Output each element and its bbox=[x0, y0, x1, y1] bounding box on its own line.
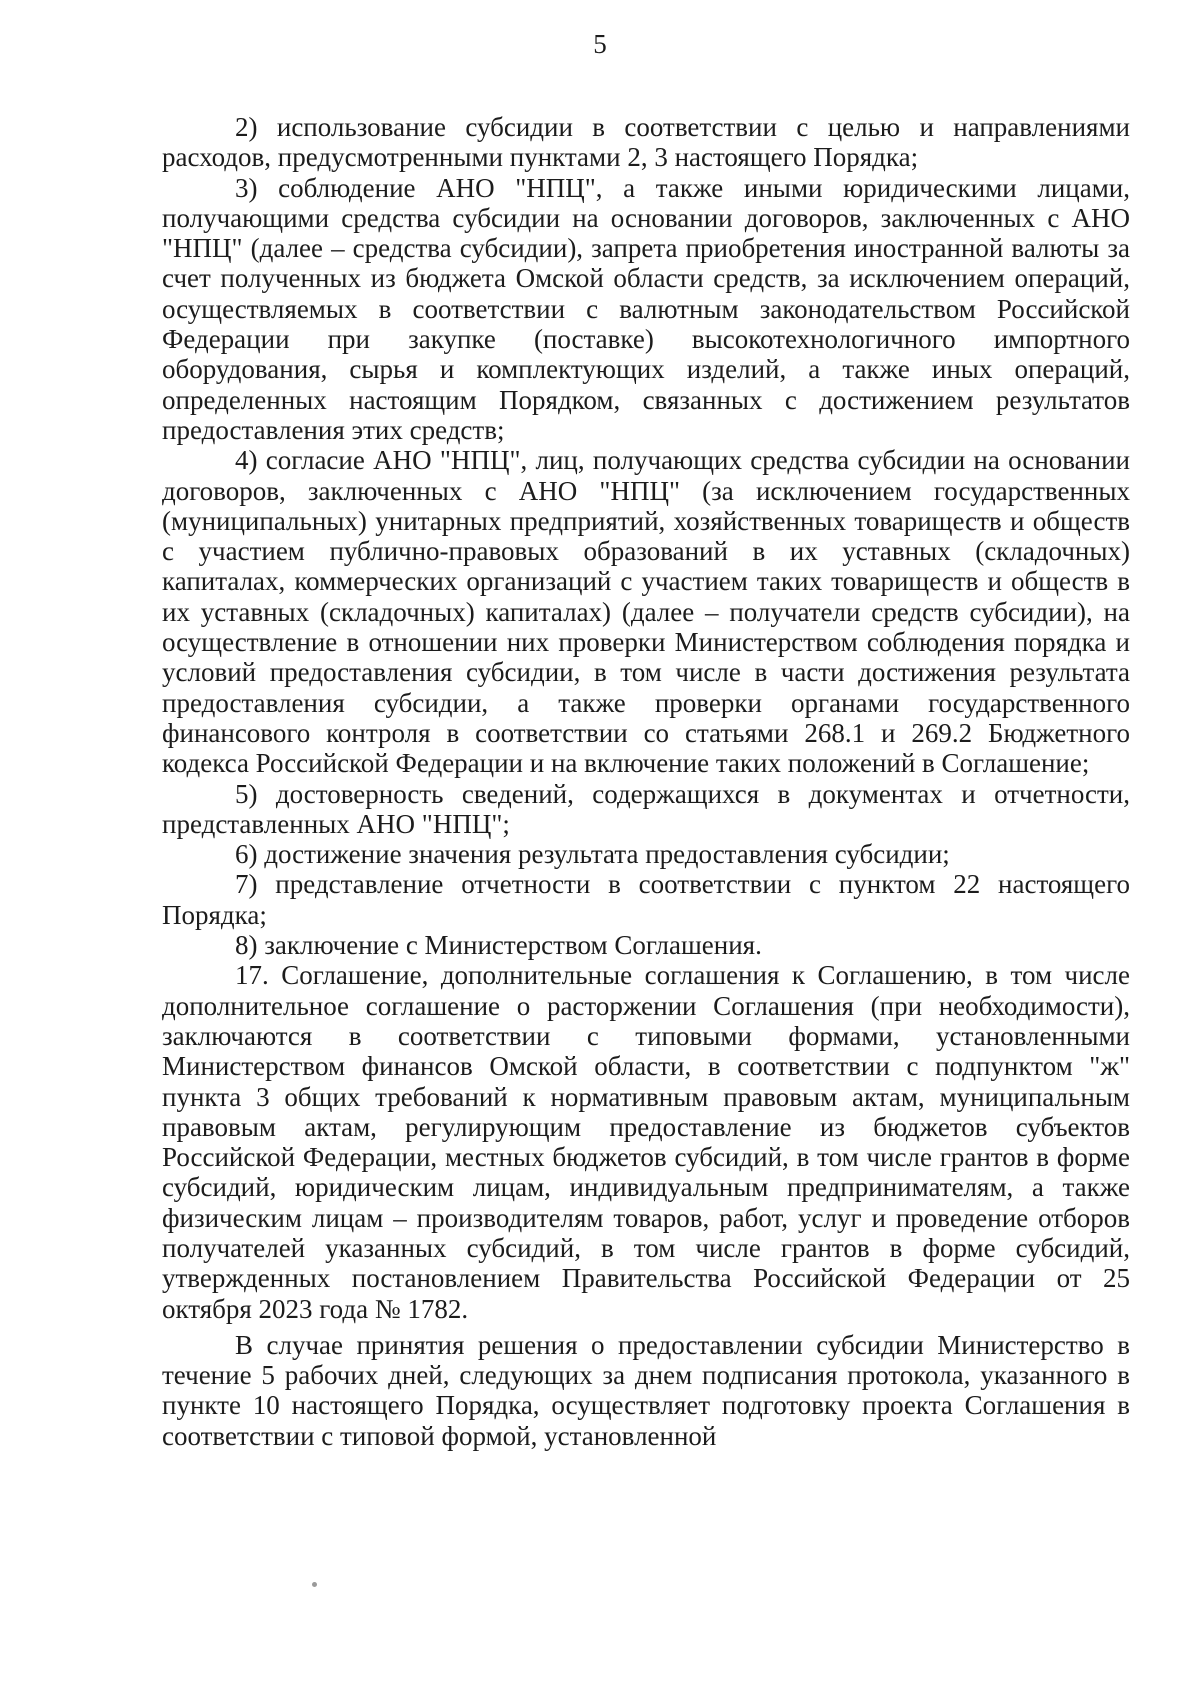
decision-paragraph: В случае принятия решения о предоставлении субсидии Министерство в течение 5 рабочих дней, следующих за днем подписания протокола, указанного в пункте 10 настоящего Порядка, осуществляет подготовку проекта Соглашения в соответствии с типовой формой, установленной bbox=[162, 1329, 1130, 1451]
list-item-7-paragraph: 7) представление отчетности в соответствии с пунктом 22 настоящего Порядка; bbox=[162, 869, 1130, 930]
scan-speck bbox=[312, 1582, 317, 1587]
list-item-8-paragraph: 8) заключение с Министерством Соглашения. bbox=[235, 930, 762, 961]
list-item-6-paragraph: 6) достижение значения результата предоставления субсидии; bbox=[235, 839, 950, 870]
list-item-4-paragraph: 4) согласие АНО "НПЦ", лиц, получающих средства субсидии на основании договоров, заключенных с АНО "НПЦ" (за исключением государственных (муниципальных) унитарных предприятий, хозяйственных товариществ и обществ с участием публично-правовых образований в их уставных (складочных) капиталах, коммерческих организаций с участием таких товариществ и обществ в их уставных (складочных) капиталах) (далее – получатели средств субсидии), на осуществление в отношении них проверки Министерством соблюдения порядка и условий предоставления субсидии, в том числе в части достижения результата предоставления субсидии, а также проверки органами государственного финансового контроля в соответствии со статьями 268.1 и 269.2 Бюджетного кодекса Российской Федерации и на включение таких положений в Соглашение; bbox=[162, 445, 1130, 779]
page-number: 5 bbox=[593, 29, 607, 59]
list-item-2-paragraph: 2) использование субсидии в соответствии с целью и направлениями расходов, предусмотренными пунктами 2, 3 настоящего Порядка; bbox=[162, 112, 1130, 173]
clause-17-paragraph: 17. Соглашение, дополнительные соглашения к Соглашению, в том числе дополнительное соглашение о расторжении Соглашения (при необходимости), заключаются в соответствии с типовыми формами, установленными Министерством финансов Омской области, в соответствии с подпунктом "ж" пункта 3 общих требований к нормативным правовым актам, муниципальным правовым актам, регулирующим предоставление из бюджетов субъектов Российской Федерации, местных бюджетов субсидий, в том числе грантов в форме субсидий, юридическим лицам, индивидуальным предпринимателям, а также физическим лицам – производителям товаров, работ, услуг и проведение отборов получателей указанных субсидий, в том числе грантов в форме субсидий, утвержденных постановлением Правительства Российской Федерации от 25 октября 2023 года № 1782. bbox=[162, 960, 1130, 1324]
list-item-5-paragraph: 5) достоверность сведений, содержащихся в документах и отчетности, представленных АНО "НПЦ"; bbox=[162, 778, 1130, 839]
list-item-3-paragraph: 3) соблюдение АНО "НПЦ", а также иными юридическими лицами, получающими средства субсидии на основании договоров, заключенных с АНО "НПЦ" (далее – средства субсидии), запрета приобретения иностранной валюты за счет полученных из бюджета Омской области средств, за исключением операций, осуществляемых в соответствии с валютным законодательством Российской Федерации при закупке (поставке) высокотехнологичного импортного оборудования, сырья и комплектующих изделий, а также иных операций, определенных настоящим Порядком, связанных с достижением результатов предоставления этих средств; bbox=[162, 172, 1130, 445]
document-text bbox=[162, 112, 1130, 1451]
